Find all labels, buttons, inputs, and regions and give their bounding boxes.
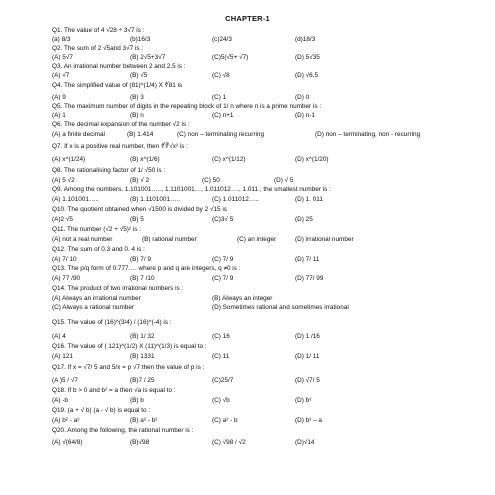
option-b: (b)16/3 xyxy=(130,36,151,43)
question-text: Q19. (a + √ b) (a - √ b) is equal to : xyxy=(52,407,151,414)
question-5-options xyxy=(52,111,492,120)
question-17-options xyxy=(52,376,492,385)
question-18 xyxy=(52,386,492,395)
question-text: Q11. The number (√2 + √5)² is : xyxy=(52,226,142,233)
question-14-options-row1 xyxy=(52,294,492,303)
option-b: (B) 1/ 32 xyxy=(130,333,155,340)
question-7 xyxy=(52,141,492,153)
option-a: (A) 121 xyxy=(52,353,73,360)
question-13 xyxy=(52,264,492,273)
question-10 xyxy=(52,205,492,214)
question-text: Q17. If x = √7/ 5 and 5/x = p √7 then the value of p is : xyxy=(52,364,205,371)
question-18-options xyxy=(52,396,492,405)
question-text: Q14. The product of two irrational numbers is : xyxy=(52,285,184,292)
question-text: Q9. Among the numbers, 1.101001….., 1.1101001…, 1.011012…., 1.011 , the smallest number is : xyxy=(52,186,331,193)
option-b: (B) 1.414 xyxy=(127,131,154,138)
question-text: Q10. The quotient obtained when √1500 is divided by 2 √15 is xyxy=(52,206,227,213)
option-d: (D) √ 5 xyxy=(274,177,294,184)
option-a: (A) 5√7 xyxy=(52,54,73,61)
question-15 xyxy=(52,315,492,331)
question-text: Q4. The simplified value of (81)^(1/4) X ∜81 is xyxy=(52,82,183,89)
option-b: (B)7 / 25 xyxy=(130,377,155,384)
option-d: (d)18/3 xyxy=(295,36,316,43)
option-c: (C) √98 / √2 xyxy=(212,439,246,446)
option-a: (A) 77 /90 xyxy=(52,275,81,282)
option-c: (C) non – terminating recurring xyxy=(177,131,265,138)
option-c: (C) 7/ 9 xyxy=(212,275,234,282)
question-7-options xyxy=(52,155,492,164)
question-12 xyxy=(52,245,492,254)
question-19-options xyxy=(52,416,492,425)
option-b: (B) b xyxy=(130,397,144,404)
question-3 xyxy=(52,62,492,71)
option-c: (C) √b xyxy=(212,397,230,404)
option-b: (B) 2√5+3√7 xyxy=(130,54,166,61)
option-b: (B) 7 /10 xyxy=(130,275,155,282)
option-d: (D) √7/ 5 xyxy=(295,377,320,384)
option-c: (C) 7/ 9 xyxy=(212,256,234,263)
question-17 xyxy=(52,362,492,374)
question-20 xyxy=(52,426,492,435)
question-19 xyxy=(52,406,492,415)
option-b: (B) √ 2 xyxy=(130,177,150,184)
question-20-options xyxy=(52,437,492,449)
option-b: (B) rational number xyxy=(142,236,197,243)
question-text: Q16. The value of ( 121)^(1/2) X (11)^(1/3) is equal to : xyxy=(52,343,207,350)
option-d: (D) x^(1/20) xyxy=(295,156,329,163)
question-12-options xyxy=(52,255,492,264)
question-text: Q1. The value of 4 √28 ÷ 3√7 is : xyxy=(52,27,145,34)
question-16 xyxy=(52,342,492,351)
question-14-options-row2 xyxy=(52,303,492,312)
option-d: (D) 5√35 xyxy=(295,54,320,61)
option-b: (B) 1.1101001….. xyxy=(130,196,180,203)
option-c: (C)3√ 5 xyxy=(212,216,234,223)
option-d: (D)√14 xyxy=(295,439,315,446)
question-text: Q3. An irrational number between 2 and 2.5 is : xyxy=(52,63,186,70)
option-c: (c)24/3 xyxy=(212,36,232,43)
question-11-options xyxy=(52,235,492,244)
option-a: (A)2 √5 xyxy=(52,216,73,223)
option-a: (A) 1 xyxy=(52,112,66,119)
option-d: (D) 1. 011 xyxy=(295,196,323,203)
question-11 xyxy=(52,225,492,234)
option-d: (D) non – terminating, non - recurring xyxy=(315,131,421,138)
option-b: (B) √5 xyxy=(130,72,148,79)
question-6 xyxy=(52,120,492,129)
option-c: (C) 11 xyxy=(212,353,230,360)
option-c: (C) Always a rational number xyxy=(52,304,135,311)
option-d: (D) irrational number xyxy=(295,236,354,243)
option-a: (A )5 / √7 xyxy=(52,377,78,384)
option-b: (B) n xyxy=(130,112,144,119)
option-d: (D) b² xyxy=(295,397,312,404)
option-c: (C)25/7 xyxy=(212,377,234,384)
option-c: (C)5(√5+ √7) xyxy=(212,54,249,61)
chapter-title: CHAPTER-1 xyxy=(225,14,270,23)
option-c: (C) 1 xyxy=(212,94,227,101)
option-d: (D) b² – a xyxy=(295,417,322,424)
option-a: (A) b² - a² xyxy=(52,417,80,424)
question-text: Q6. The decimal expansion of the number √2 is : xyxy=(52,121,190,128)
option-a: (A) x^(1/24) xyxy=(52,156,86,163)
question-3-options xyxy=(52,71,492,80)
option-a: (A) 4 xyxy=(52,333,66,340)
option-d: (D) Sometimes rational and sometimes irrational xyxy=(212,304,349,311)
question-9-options xyxy=(52,195,492,204)
question-9 xyxy=(52,185,492,194)
option-b: (B) Always an integer xyxy=(212,295,273,302)
option-a: (A) √7 xyxy=(52,72,70,79)
option-c: (C) 16 xyxy=(212,333,230,340)
question-13-options xyxy=(52,274,492,283)
option-a: (A) -b xyxy=(52,397,68,404)
question-text: Q20. Among the following, the rational number is : xyxy=(52,427,194,434)
option-c: (C) x^(1/12) xyxy=(212,156,246,163)
option-a: (A) 1.101001….. xyxy=(52,196,99,203)
question-text: Q8. The rationalising factor of 1/ √50 is : xyxy=(52,167,166,174)
question-1-options xyxy=(52,35,492,44)
question-text: Q13. The p/q form of 0.777…. where p and q are integers, q ≠0 is : xyxy=(52,265,241,272)
option-a: (A) √(64/8) xyxy=(52,439,83,446)
option-a: (A) not a real number xyxy=(52,236,113,243)
option-a: (A) 5 √2 xyxy=(52,177,75,184)
option-d: (D) n-1 xyxy=(295,112,315,119)
option-a: (A) Always an irrational number xyxy=(52,295,141,302)
question-6-options xyxy=(52,130,492,139)
question-text: Q5. The maximum number of digits in the repeating block of 1/ n where n is a prime number is : xyxy=(52,103,322,110)
question-8-options xyxy=(52,176,492,185)
option-d: (D) 77/ 99 xyxy=(295,275,324,282)
option-b: (B) x^(1/6) xyxy=(130,156,160,163)
option-b: (B) 7/ 9 xyxy=(130,256,151,263)
option-c: (C) a² - b xyxy=(212,417,238,424)
option-d: (D) 7/ 11 xyxy=(295,256,320,263)
question-2 xyxy=(52,44,492,53)
question-8 xyxy=(52,166,492,175)
option-d: (D) 25 xyxy=(295,216,313,223)
option-d: (D) 1 /16 xyxy=(295,333,320,340)
option-c: (C) an integer xyxy=(237,236,277,243)
option-b: (B) 5 xyxy=(130,216,144,223)
option-c: (C) √8 xyxy=(212,72,230,79)
option-d: (D) 1/ 11 xyxy=(295,353,320,360)
question-2-options xyxy=(52,53,492,62)
question-text: Q15. The value of (16)^(3/4) / (16)^(-4) is : xyxy=(52,319,172,326)
option-b: (B) 3 xyxy=(130,94,144,101)
option-b: (B)√98 xyxy=(130,439,150,446)
question-1 xyxy=(52,26,492,35)
question-4 xyxy=(52,80,492,92)
question-5 xyxy=(52,102,492,111)
option-a: (A) 7/ 10 xyxy=(52,256,77,263)
question-text: Q7. If x is a positive real number, then ∜∛√x² is : xyxy=(52,143,188,150)
question-15-options xyxy=(52,332,492,341)
option-a: (A) 9 xyxy=(52,94,66,101)
option-b: (B) 1331 xyxy=(130,353,155,360)
option-a: (a) 8/3 xyxy=(52,36,71,43)
option-d: (D) 0 xyxy=(295,94,310,101)
question-14 xyxy=(52,284,492,293)
option-c: (C) 1.011012….. xyxy=(212,196,259,203)
option-c: (C) 50 xyxy=(202,177,220,184)
question-text: Q12. The sum of 0.3 and 0. 4 is : xyxy=(52,246,145,253)
question-10-options xyxy=(52,215,492,224)
option-d: (D) √6.5 xyxy=(295,72,319,79)
question-4-options xyxy=(52,93,492,102)
option-a: (A) a finite decimal xyxy=(52,131,105,138)
question-16-options xyxy=(52,352,492,361)
option-c: (C) n+1 xyxy=(212,112,234,119)
option-b: (B) a² - b² xyxy=(130,417,158,424)
question-text: Q18. If b > 0 and b² = a then √a is equal to : xyxy=(52,387,176,394)
question-text: Q2. The sum of 2 √5and 3√7 is : xyxy=(52,45,144,52)
